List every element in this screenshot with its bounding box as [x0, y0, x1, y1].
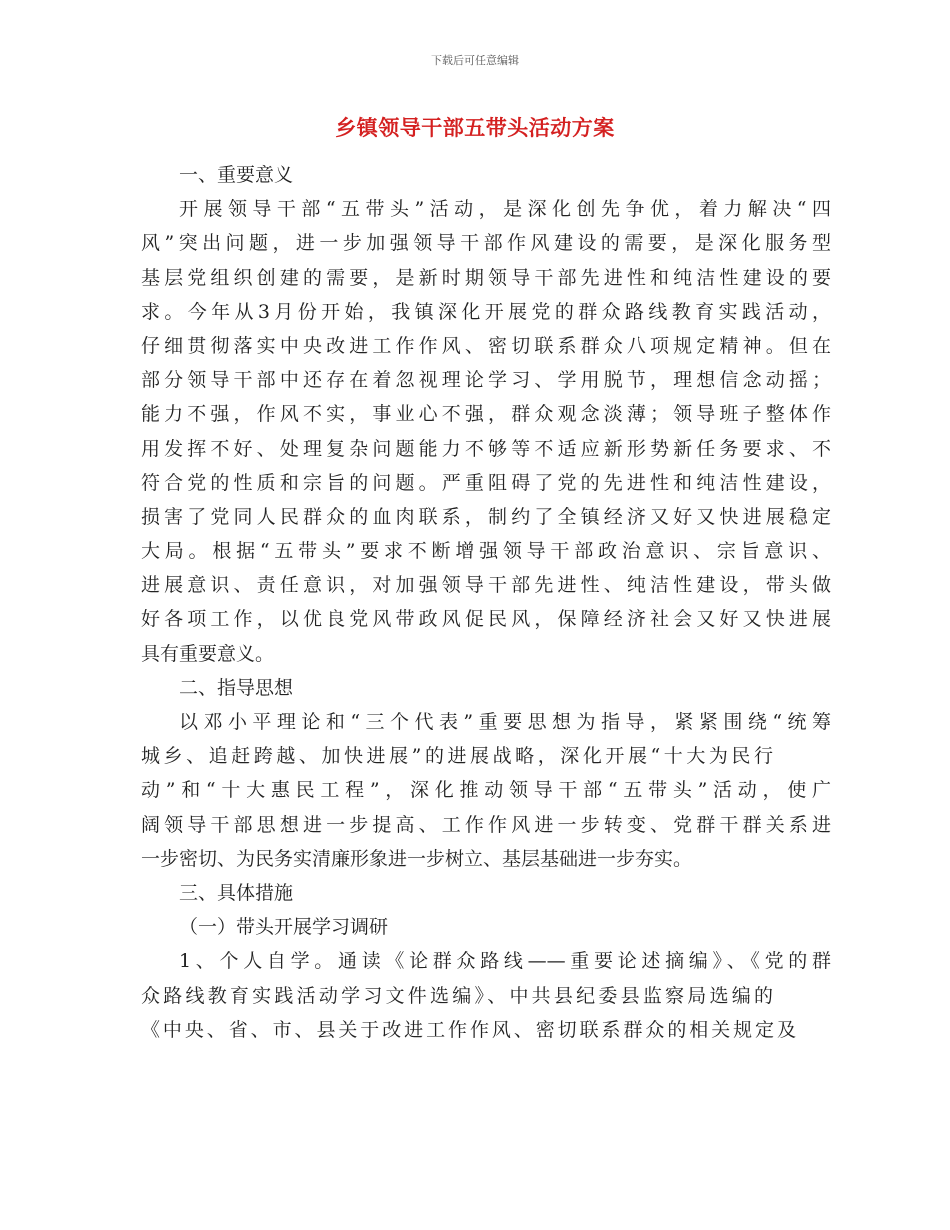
paragraph-line: 能力不强，作风不实，事业心不强，群众观念淡薄；领导班子整体作 [141, 403, 831, 426]
document-body [141, 158, 831, 1047]
document-title: 乡镇领导干部五带头活动方案 [335, 116, 615, 140]
section-heading: 一、重要意义 [179, 164, 294, 186]
paragraph-line: 《中央、省、市、县关于改进工作作风、密切联系群众的相关规定及 [141, 1018, 796, 1041]
section-heading: 三、具体措施 [179, 881, 294, 904]
paragraph-line: 一步密切、为民务实清廉形象进一步树立、基层基础进一步夯实。 [141, 847, 693, 870]
paragraph-line: 用发挥不好、处理复杂问题能力不够等不适应新形势新任务要求、不 [141, 437, 831, 460]
paragraph-line: 动”和“十大惠民工程”，深化推动领导干部“五带头”活动，使广 [141, 779, 831, 802]
paragraph-line: 符合党的性质和宗旨的问题。严重阻碍了党的先进性和纯洁性建设， [141, 471, 831, 494]
paragraph-line: 求。今年从3月份开始，我镇深化开展党的群众路线教育实践活动， [141, 300, 831, 323]
paragraph-line: 风”突出问题，进一步加强领导干部作风建设的需要，是深化服务型 [141, 232, 831, 255]
paragraph-line: 大局。根据“五带头”要求不断增强领导干部政治意识、宗旨意识、 [141, 540, 831, 563]
paragraph-line: 基层党组织创建的需要，是新时期领导干部先进性和纯洁性建设的要 [141, 266, 831, 289]
section-heading: 二、指导思想 [179, 676, 294, 699]
paragraph-line: 阔领导干部思想进一步提高、工作作风进一步转变、党群干群关系进 [141, 813, 831, 836]
paragraph-line: 损害了党同人民群众的血肉联系，制约了全镇经济又好又快进展稳定 [141, 505, 831, 528]
header-note: 下载后可任意编辑 [431, 54, 519, 67]
paragraph-line: 城乡、追赶跨越、加快进展”的进展战略，深化开展“十大为民行 [141, 745, 773, 768]
paragraph-line: 以邓小平理论和“三个代表”重要思想为指导，紧紧围绕“统筹 [179, 711, 831, 733]
paragraph-line: 进展意识、责任意识，对加强领导干部先进性、纯洁性建设，带头做 [141, 574, 831, 597]
paragraph-line: 众路线教育实践活动学习文件选编》、中共县纪委县监察局选编的 [141, 984, 773, 1007]
paragraph-line: 好各项工作，以优良党风带政风促民风，保障经济社会又好又快进展 [141, 608, 831, 631]
paragraph-line: 1、个人自学。通读《论群众路线——重要论述摘编》、《党的群 [179, 950, 831, 973]
paragraph-line: 部分领导干部中还存在着忽视理论学习、学用脱节，理想信念动摇； [141, 369, 831, 392]
section-heading: （一）带头开展学习调研 [179, 916, 389, 939]
paragraph-line: 仔细贯彻落实中央改进工作作风、密切联系群众八项规定精神。但在 [141, 334, 831, 357]
paragraph-line: 具有重要意义。 [141, 642, 275, 665]
paragraph-line: 开展领导干部“五带头”活动，是深化创先争优，着力解决“四 [179, 198, 831, 221]
